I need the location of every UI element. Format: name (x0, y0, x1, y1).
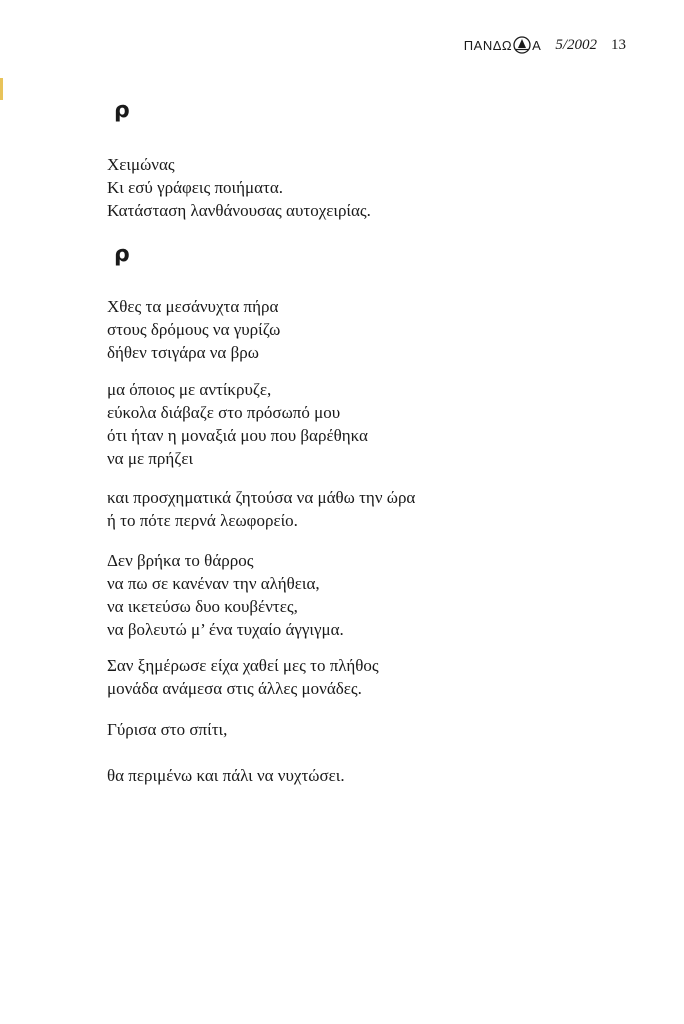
poem-2-stanza-5 (107, 654, 379, 700)
poem-line: δήθεν τσιγάρα να βρω (107, 343, 259, 362)
poem-2-stanza-7 (107, 764, 345, 787)
poem-line: εύκολα διάβαζε στο πρόσωπό μου (107, 403, 341, 422)
poem-line: να πω σε κανέναν την αλήθεια, (107, 574, 320, 593)
poem-line: Γύρισα στο σπίτι, (107, 720, 228, 739)
poem-line: να ικετεύσω δυο κουβέντες, (107, 597, 298, 616)
poem-2-stanza-1 (107, 295, 280, 364)
poem-line: Χθες τα μεσάνυχτα πήρα (107, 297, 279, 316)
logo-text-right: Α (532, 37, 542, 53)
page-number: 13 (611, 36, 626, 53)
scan-edge-mark (0, 78, 3, 100)
section-marker-2: ρ (114, 242, 130, 267)
journal-logo (464, 36, 542, 54)
poem-line: Κι εσύ γράφεις ποιήματα. (107, 178, 284, 197)
poem-2-stanza-6 (107, 718, 227, 741)
poem-line: Δεν βρήκα το θάρρος (107, 551, 254, 570)
poem-line: Κατάσταση λανθάνουσας αυτοχειρίας. (107, 201, 371, 220)
poem-line: ότι ήταν η μοναξιά μου που βαρέθηκα (107, 426, 368, 445)
poem-line: να βολευτώ μ’ ένα τυχαίο άγγιγμα. (107, 620, 344, 639)
poem-2-stanza-2 (107, 378, 368, 470)
poem-line: Σαν ξημέρωσε είχα χαθεί μες το πλήθος (107, 656, 379, 675)
page-header (464, 36, 626, 54)
poem-line: στους δρόμους να γυρίζω (107, 320, 281, 339)
poem-2-stanza-3 (107, 486, 415, 532)
poem-line: ή το πότε περνά λεωφορείο. (107, 511, 298, 530)
poem-line: Χειμώνας (107, 155, 175, 174)
poem-line: να με πρήζει (107, 449, 194, 468)
issue-date: 5/2002 (555, 36, 597, 53)
poem-line: θα περιμένω και πάλι να νυχτώσει. (107, 766, 345, 785)
poem-line: μα όποιος με αντίκρυζε, (107, 380, 272, 399)
poem-line: και προσχηματικά ζητούσα να μάθω την ώρα (107, 488, 416, 507)
section-marker-1: ρ (114, 98, 130, 123)
poem-1 (107, 153, 371, 222)
poem-2-stanza-4 (107, 549, 344, 641)
logo-text-left: ΠΑΝΔΩ (463, 37, 513, 53)
poem-line: μονάδα ανάμεσα στις άλλες μονάδες. (107, 679, 362, 698)
ship-icon (513, 36, 531, 54)
